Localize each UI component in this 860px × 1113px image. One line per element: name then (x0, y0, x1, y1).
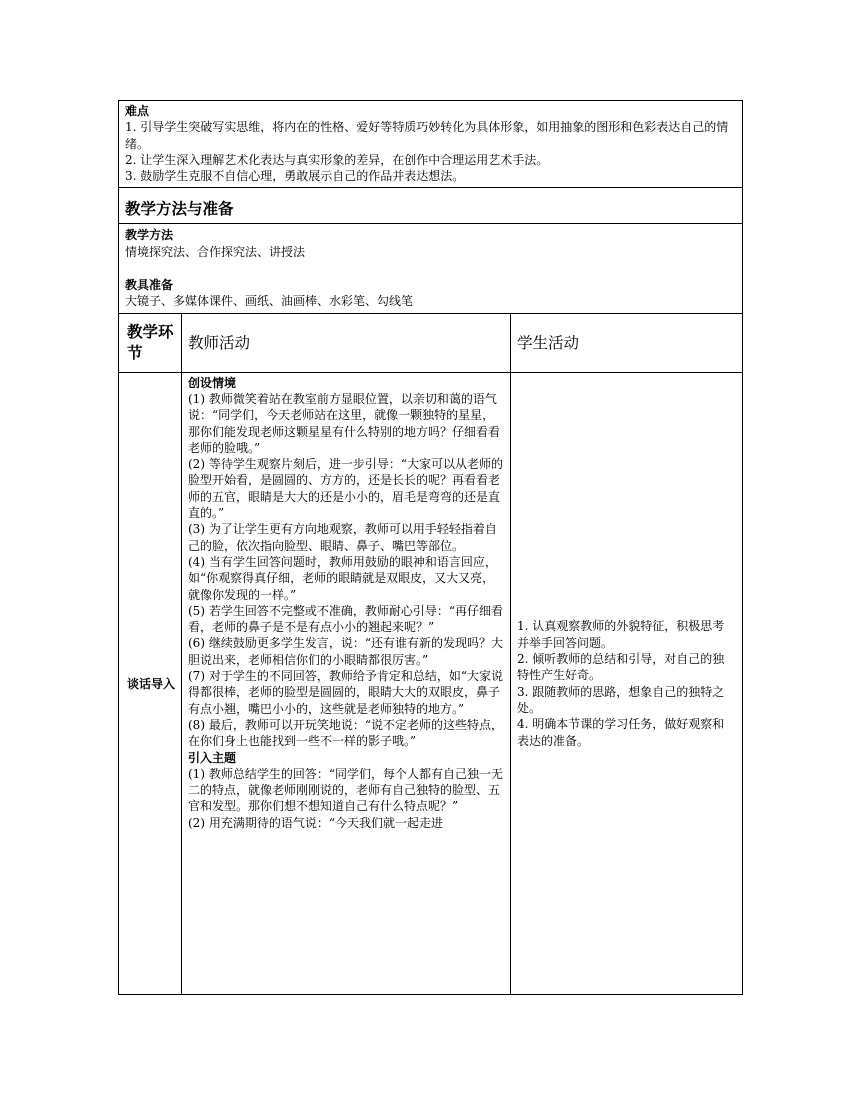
intro-student-cell (511, 372, 743, 994)
student-item: 3. 跟随教师的思路，想象自己的独特之处。 (517, 684, 725, 715)
teacher-item: (3) 为了让学生更有方向地观察，教师可以用手轻轻指着自己的脸，依次指向脸型、眼睛、鼻子、嘴巴等部位。 (188, 522, 497, 553)
teacher-item: (1) 教师总结学生的回答：“同学们，每个人都有自己独一无二的特点，就像老师刚刚说的，老师有自己独特的脸型、五官和发型。那你们想不想知道自己有什么特点呢？” (188, 766, 503, 814)
spacer (125, 260, 736, 277)
intro-row (119, 372, 743, 994)
difficulty-item-3: 3. 鼓励学生克服不自信心理，勇敢展示自己的作品并表达想法。 (125, 169, 465, 184)
methods-row (119, 224, 743, 313)
methods-section-title: 教学方法与准备 (119, 188, 743, 224)
method-heading: 教学方法 (125, 228, 174, 243)
methods-cell (119, 224, 743, 313)
teacher-item: (5) 若学生回答不完整或不准确，教师耐心引导：“再仔细看看，老师的鼻子是不是有点小小的翘起来呢？” (188, 603, 503, 635)
tools-heading: 教具准备 (125, 278, 174, 293)
teacher-item: (4) 当有学生回答问题时，教师用鼓励的眼神和语言回应，如“你观察得真仔细，老师的眼睛就是双眼皮，又大又亮，就像你发现的一样。” (188, 554, 497, 602)
teacher-item: (2) 用充满期待的语气说：“今天我们就一起走进 (188, 815, 443, 830)
difficulty-row (119, 101, 743, 188)
difficulty-item-1: 1. 引导学生突破写实思维，将内在的性格、爱好等特质巧妙转化为具体形象，如用抽象的图形和色彩表达自己的情绪。 (125, 120, 729, 151)
student-item: 4. 明确本节课的学习任务，做好观察和表达的准备。 (517, 717, 725, 748)
student-item: 1. 认真观察教师的外貌特征，积极思考并举手回答问题。 (517, 619, 725, 650)
activity-header-row (119, 313, 743, 372)
lesson-plan-table (118, 100, 743, 995)
method-text: 情境探究法、合作探究法、讲授法 (125, 244, 306, 259)
intro-stage-label: 谈话导入 (119, 372, 182, 994)
intro-teacher-cell (182, 372, 511, 994)
header-teacher: 教师活动 (182, 313, 511, 372)
difficulty-item-2: 2. 让学生深入理解艺术化表达与真实形象的差异，在创作中合理运用艺术手法。 (125, 152, 549, 167)
lesson-plan-page (118, 100, 742, 995)
teacher-item: (6) 继续鼓励更多学生发言，说：“还有谁有新的发现吗？大胆说出来，老师相信你们的小眼睛都很厉害。” (188, 636, 503, 667)
header-stage: 教学环节 (119, 313, 182, 372)
tools-text: 大镜子、多媒体课件、画纸、油画棒、水彩笔、勾线笔 (125, 294, 414, 309)
teacher-item: (2) 等待学生观察片刻后，进一步引导：“大家可以从老师的脸型开始看，是圆圆的、方方的，还是长长的呢？再看看老师的五官，眼睛是大大的还是小小的，眉毛是弯弯的还是直直的。” (188, 457, 503, 521)
header-student: 学生活动 (511, 313, 743, 372)
teacher-item: (7) 对于学生的不同回答，教师给予肯定和总结，如“大家说得都很棒，老师的脸型是圆圆的，眼睛大大的双眼皮，鼻子有点小翘，嘴巴小小的，这些就是老师独特的地方。” (188, 669, 503, 716)
teacher-item: (8) 最后，教师可以开玩笑地说：“说不定老师的这些特点，在你们身上也能找到一些不一样的影子哦。” (188, 717, 503, 749)
teacher-subheading-situation: 创设情境 (188, 375, 237, 390)
teacher-item: (1) 教师微笑着站在教室前方显眼位置，以亲切和蔼的语气说：“同学们，今天老师站在这里，就像一颗独特的星星，那你们能发现老师这颗星星有什么特别的地方吗？仔细看看老师的脸哦。” (188, 391, 501, 455)
teacher-subheading-topic: 引入主题 (188, 750, 237, 765)
student-item: 2. 倾听教师的总结和引导，对自己的独特性产生好奇。 (517, 652, 725, 683)
difficulty-cell (119, 101, 743, 188)
methods-title-row (119, 188, 743, 224)
difficulty-heading: 难点 (125, 104, 150, 118)
